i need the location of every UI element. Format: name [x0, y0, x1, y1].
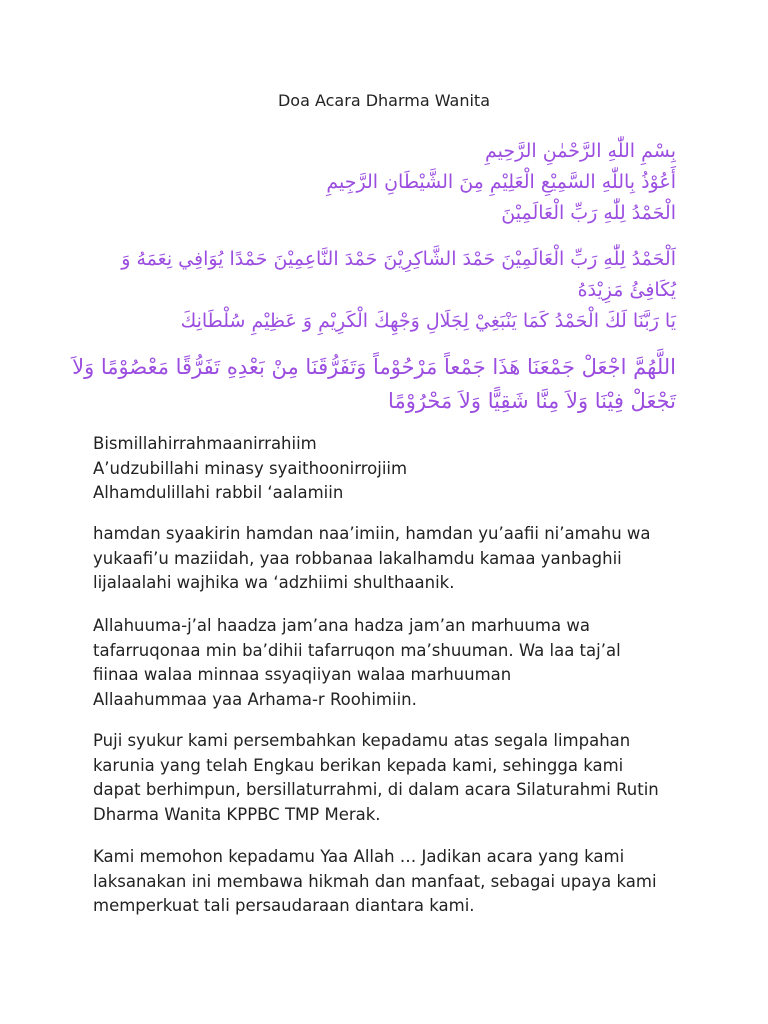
text-line: Alhamdulillahi rabbil ‘aalamiin [93, 483, 344, 502]
arabic-line: يَا رَبَّنَا لَكَ الْحَمْدُ كَمَا يَنْبَغِيْ لِجَلَالِ وَجْهِكَ الْكَرِيْمِ وَ عَظِيْمِ سُلْطَانِكَ [180, 310, 676, 332]
arabic-line: تَجْعَلْ فِيْنَا وَلاَ مِنَّا شَقِيًّا وَلاَ مَحْرُوْمًا [388, 389, 676, 413]
text-line: Allahuuma-j’al haadza jam’ana hadza jam’an marhuuma wa [93, 616, 590, 635]
text-line: karunia yang telah Engkau berikan kepada kami, sehingga kami [93, 755, 624, 775]
arabic-line: أَعُوْذُ بِاللّٰهِ السَّمِيْعِ الْعَلِيْمِ مِنَ الشَّيْطَانِ الرَّجِيمِ [326, 171, 676, 193]
arabic-prayer-block [72, 350, 676, 418]
text-line: Puji syukur kami persembahkan kepadamu atas segala limpahan [93, 731, 631, 750]
arabic-opening-block [76, 136, 676, 229]
arabic-praise-block [76, 244, 676, 337]
text-line: tafarruqonaa min ba’dihii tafarruqon ma’shuuman. Wa laa taj’al [93, 640, 621, 660]
text-line: yukaafi’u maziidah, yaa robbanaa lakalhamdu kamaa yanbaghii [93, 548, 622, 568]
text-line: Allaahummaa yaa Arhama-r Roohimiin. [93, 689, 417, 709]
latin-opening-paragraph [93, 432, 683, 506]
text-line: lijalaalahi wajhika wa ‘adzhiimi shulthaanik. [93, 573, 455, 592]
arabic-line: الْحَمْدُ لِلّٰهِ رَبِّ الْعَالَمِيْنَ [501, 202, 676, 224]
request-paragraph [93, 845, 683, 919]
text-line: fiinaa walaa minnaa ssyaqiiyan walaa marhuuman [93, 665, 512, 684]
arabic-line: يُكَافِئُ مَزِيْدَهُ [577, 279, 676, 301]
text-line: laksanakan ini membawa hikmah dan manfaat, sebagai upaya kami [93, 871, 657, 891]
text-line: Bismillahirrahmaanirrahiim [93, 434, 317, 453]
document-title: Doa Acara Dharma Wanita [277, 91, 491, 110]
arabic-line: بِسْمِ اللّٰهِ الرَّحْمٰنِ الرَّحِيمِ [485, 140, 676, 162]
arabic-line: اَلْحَمْدُ لِلّٰهِ رَبِّ الْعَالَمِيْنَ حَمْدَ الشَّاكِرِيْنَ حَمْدَ النَّاعِمِيْنَ حَمْدًا يُوَافِي نِعَمَهُ وَ [121, 248, 676, 270]
thanks-paragraph [93, 729, 683, 827]
text-line: A’udzubillahi minasy syaithoonirrojiim [93, 458, 408, 478]
arabic-line: اللَّهُمَّ اجْعَلْ جَمْعَنَا هَذَا جَمْعاً مَرْحُوْماً وَتَفَرُّقَنَا مِنْ بَعْدِهِ تَفَرُّقًا مَعْصُوْمًا وَلاَ [72, 355, 676, 379]
latin-prayer-paragraph [93, 614, 683, 712]
text-line: hamdan syaakirin hamdan naa’imiin, hamdan yu’aafii ni’amahu wa [93, 524, 651, 543]
latin-praise-paragraph [93, 522, 683, 596]
text-line: dapat berhimpun, bersillaturrahmi, di dalam acara Silaturahmi Rutin [93, 780, 659, 799]
text-line: Dharma Wanita KPPBC TMP Merak. [93, 804, 381, 824]
text-line: memperkuat tali persaudaraan diantara kami. [93, 896, 475, 915]
text-line: Kami memohon kepadamu Yaa Allah … Jadikan acara yang kami [93, 847, 625, 866]
